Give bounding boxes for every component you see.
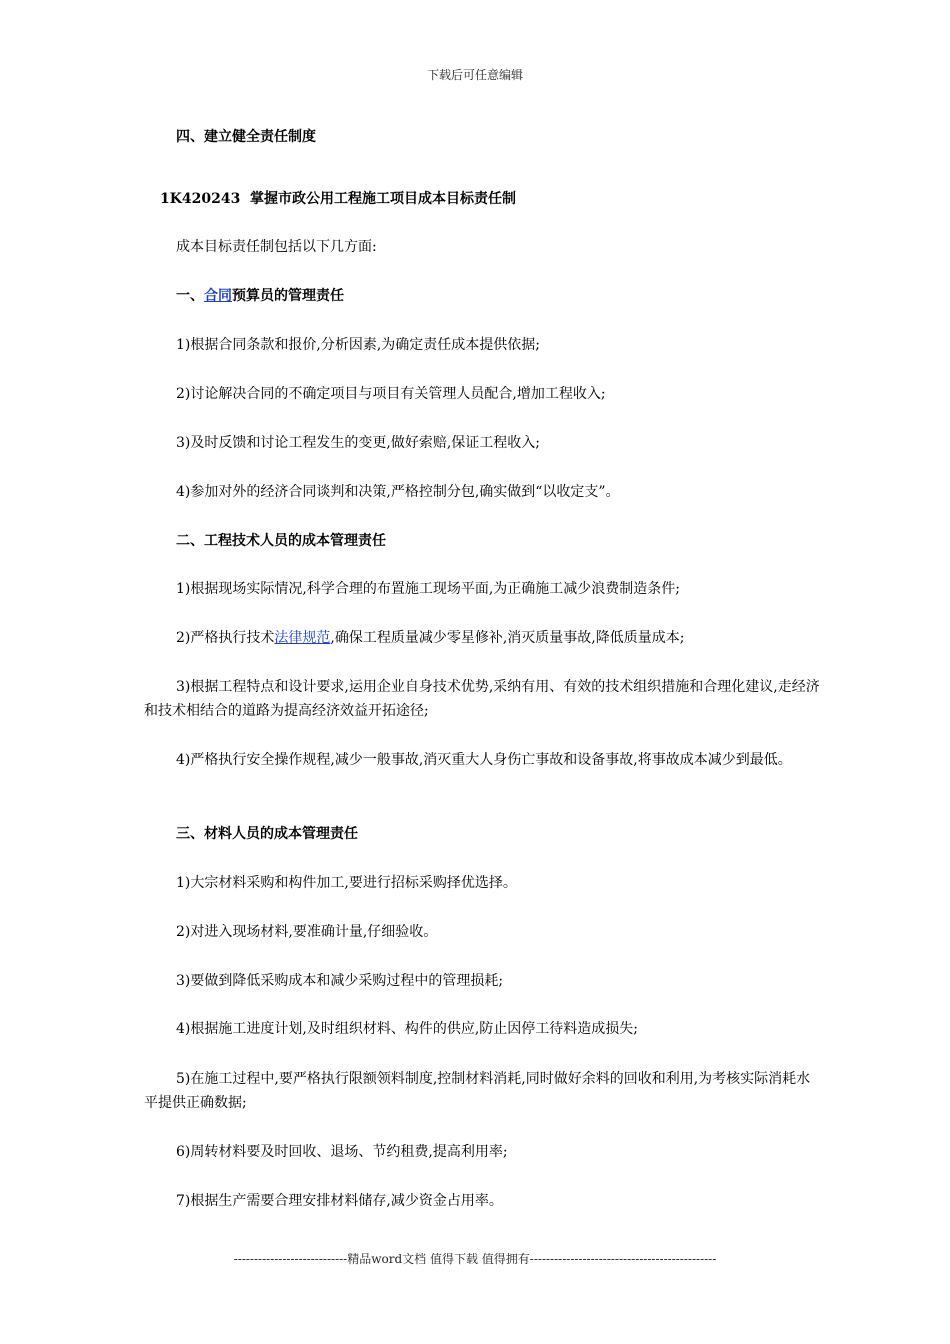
contract-link[interactable]: 合同 [204,288,232,304]
sec3-item: 2)对进入现场材料,要准确计量,仔细验收。 [176,924,438,940]
sec2-item [176,629,684,647]
sec3-item: 6)周转材料要及时回收、退场、节约租费,提高利用率; [176,1144,508,1160]
sec3-item: 1)大宗材料采购和构件加工,要进行招标采购择优选择。 [176,875,517,891]
sec1-title [176,287,344,305]
sec3-item: 3)要做到降低采购成本和减少采购过程中的管理损耗; [176,973,504,989]
page-header: 下载后可任意编辑 [426,68,523,82]
sec2-item2-prefix: 2)严格执行技术 [176,630,275,646]
sec2-item: 3)根据工程特点和设计要求,运用企业自身技术优势,采纳有用、有效的技术组织措施和合理化建议,走经济和技术相结合的道路为提高经济效益开拓途径; [144,679,820,719]
sec3-title: 三、材料人员的成本管理责任 [176,826,358,842]
sec2-item: 4)严格执行安全操作规程,减少一般事故,消灭重大人身伤亡事故和设备事故,将事故成本减少到最低。 [176,752,792,768]
sec1-prefix: 一、 [176,288,204,304]
sec1-item: 1)根据合同条款和报价,分析因素,为确定责任成本提供依据; [176,337,540,353]
sec2-item: 1)根据现场实际情况,科学合理的布置施工现场平面,为正确施工减少浪费制造条件; [176,581,680,597]
sec3-item: 7)根据生产需要合理安排材料储存,减少资金占用率。 [176,1193,503,1209]
intro-text: 成本目标责任制包括以下几方面: [176,239,377,255]
code-number: 1K420243 [160,191,241,207]
code-heading [160,190,516,208]
sec2-title: 二、工程技术人员的成本管理责任 [176,533,386,549]
sec1-suffix: 预算员的管理责任 [232,288,344,304]
page-footer: ----------------------------精品word文档 值得下载 值得拥有---------------------------------------------- [233,1252,717,1266]
sec1-item: 2)讨论解决合同的不确定项目与项目有关管理人员配合,增加工程收入; [176,386,606,402]
sec1-item: 4)参加对外的经济合同谈判和决策,严格控制分包,确实做到“以收定支”。 [176,484,620,500]
section-heading: 四、建立健全责任制度 [176,129,316,145]
sec1-item: 3)及时反馈和讨论工程发生的变更,做好索赔,保证工程收入; [176,435,540,451]
code-title: 掌握市政公用工程施工项目成本目标责任制 [250,191,516,207]
sec3-item: 4)根据施工进度计划,及时组织材料、构件的供应,防止因停工待料造成损失; [176,1021,638,1037]
sec3-item: 5)在施工过程中,要严格执行限额领料制度,控制材料消耗,同时做好余料的回收和利用,为考核实际消耗水平提供正确数据; [144,1071,811,1111]
legal-norms-link[interactable]: 法律规范 [274,630,331,646]
sec2-item2-suffix: ,确保工程质量减少零星修补,消灭质量事故,降低质量成本; [330,630,685,646]
